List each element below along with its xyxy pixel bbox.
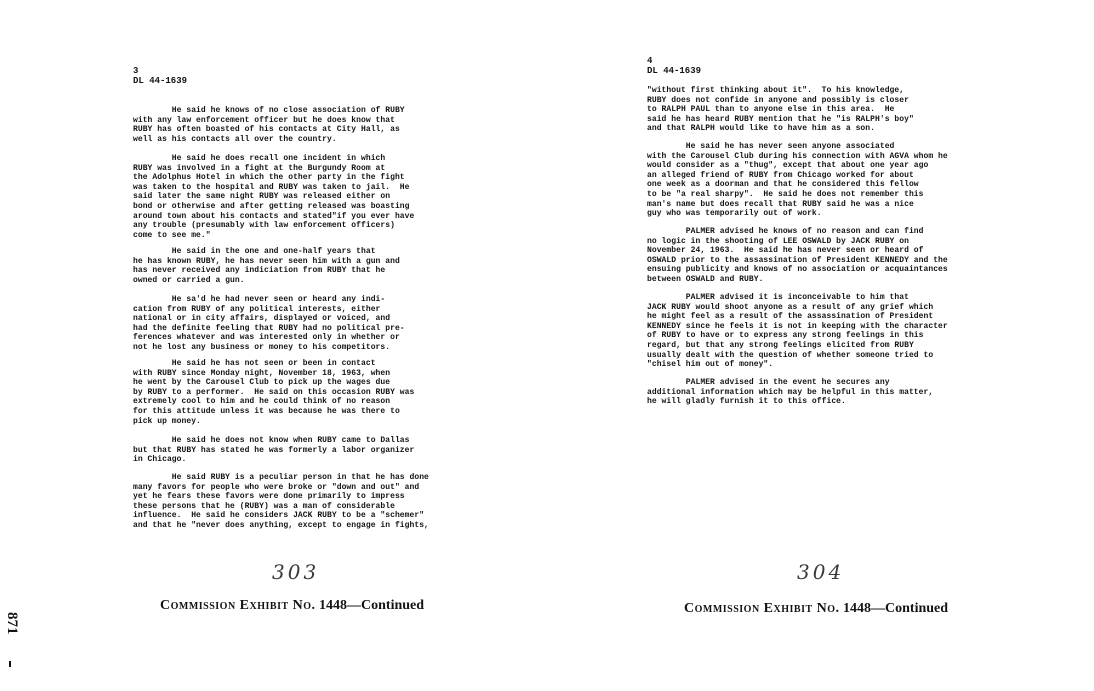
- body-paragraph: PALMER advised it is inconceivable to him that JACK RUBY would shoot anyone as a result of any grief which he might feel as a result of the assassination of President KENNEDY since he feels it is not in keeping with the character of RUBY to have or to express any strong feelings in this regard, but that any strong feelings elicited from RUBY usually dealt with the question of whether someone tried to "chisel him out of money".: [647, 293, 948, 370]
- body-paragraph: He said he has never seen anyone associated with the Carousel Club during his connection with AGVA whom he would consider as a "thug", except that about one year ago an alleged friend of RUBY from Chicago worked for about one week as a doorman and that he considered this fellow to be "a real sharpy". He said he does not remember this man's name but does recall that RUBY said he was a nice guy who was temporarily out of work.: [647, 142, 948, 219]
- page-number: 3: [133, 66, 139, 76]
- body-paragraph: He said RUBY is a peculiar person in that he has done many favors for people who were broke or "down and out" and yet he fears these favors were done primarily to impress these persons that he (RUBY) was a man of considerable influence. He said he considers JACK RUBY to be a "schemer" and that he "never does anything, except to engage in fights,: [133, 473, 429, 530]
- caption-prefix: Commission Exhibit No.: [684, 601, 840, 616]
- caption-prefix: Commission Exhibit No.: [160, 598, 316, 613]
- body-paragraph: He said he has not seen or been in contact with RUBY since Monday night, November 18, 1963, when he went by the Carousel Club to pick up the wages due by RUBY to a performer. He said on this occasion RUBY was extremely cool to him and he could think of no reason for this attitude unless it was because he was there to pick up money.: [133, 359, 415, 426]
- body-paragraph: He said in the one and one-half years that he has known RUBY, he has never seen him with a gun and has never received any indiciation from RUBY that he owned or carried a gun.: [133, 247, 400, 285]
- body-paragraph: He said he knows of no close association of RUBY with any law enforcement officer but he does know that RUBY has often boasted of his contacts at City Hall, as well as his contacts all over the country.: [133, 106, 405, 144]
- caption-suffix: 1448—Continued: [319, 598, 425, 613]
- caption-suffix: 1448—Continued: [843, 601, 949, 616]
- handwritten-page-number: 303: [272, 560, 320, 584]
- body-paragraph: PALMER advised in the event he secures any additional information which may be helpful in this matter, he will gladly furnish it to this office.: [647, 378, 934, 407]
- right-page: [547, 0, 1094, 691]
- body-paragraph: "without first thinking about it". To his knowledge, RUBY does not confide in anyone and possibly is closer to RALPH PAUL than to anyone else in this area. He said he has heard RUBY mention that he "is RALPH's boy" and that RALPH would like to have him as a son.: [647, 86, 914, 134]
- exhibit-caption: [160, 598, 424, 614]
- body-paragraph: He said he does recall one incident in which RUBY was involved in a fight at the Burgundy Room at the Adolphus Hotel in which the other party in the fight was taken to the hospital and RUBY was taken to jail. He said later the same night RUBY was released either on bond or otherwise and after getting released was boasting around town about his contacts and stated"if you ever have any trouble (presumably with law enforcement officers) come to see me.": [133, 154, 415, 240]
- file-number: DL 44-1639: [133, 76, 188, 86]
- exhibit-caption: [684, 601, 948, 617]
- page-number: 4: [647, 56, 653, 66]
- file-number: DL 44-1639: [647, 66, 702, 76]
- volume-page-number: 871: [4, 612, 20, 635]
- body-paragraph: He sa'd he had never seen or heard any indi- cation from RUBY of any political interests, either national or in city affairs, displayed or voiced, and had the definite feeling that RUBY had no political pre- ferences whatever and was interested only in whether or not he lost any business or money to his competitors.: [133, 295, 405, 352]
- body-paragraph: PALMER advised he knows of no reason and can find no logic in the shooting of LEE OSWALD by JACK RUBY on November 24, 1963. He said he has never seen or heard of OSWALD prior to the assassination of President KENNEDY and the ensuing publicity and knows of no association or acquaintances between OSWALD and RUBY.: [647, 227, 948, 284]
- margin-mark: [9, 661, 11, 667]
- body-paragraph: He said he does not know when RUBY came to Dallas but that RUBY has stated he was formerly a labor organizer in Chicago.: [133, 436, 415, 465]
- handwritten-page-number: 304: [797, 560, 845, 584]
